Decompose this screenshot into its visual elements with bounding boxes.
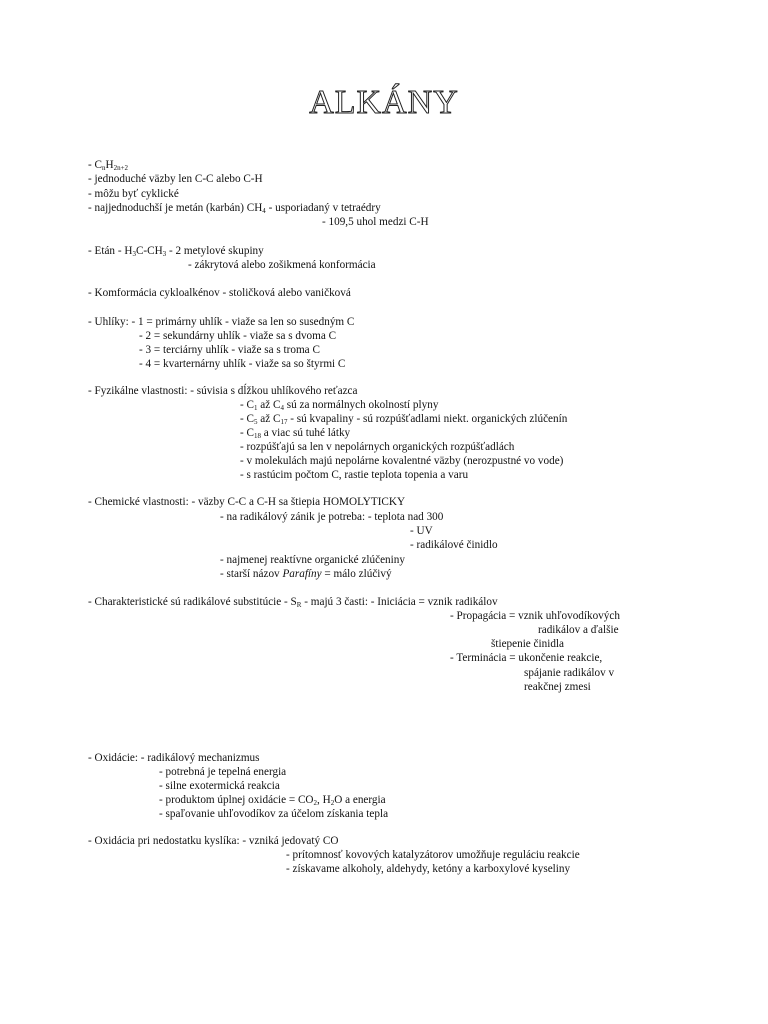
- subscript: n: [101, 164, 106, 172]
- subscript: 4: [262, 207, 266, 215]
- text-line: [220, 568, 392, 581]
- text: sú za normálnych okolností plyny: [283, 399, 439, 411]
- text-line: reakčnej zmesi: [524, 681, 591, 693]
- subscript: 1: [253, 404, 258, 412]
- text: až C: [257, 399, 281, 411]
- text-line: - Oxidácia pri nedostatku kyslíka: - vzniká jedovatý CO: [88, 835, 339, 847]
- subscript: 3: [162, 250, 167, 258]
- text-line: - 2 = sekundárny uhlík - viaže sa s dvoma C: [139, 330, 337, 342]
- text-line: - potrebná je tepelná energia: [159, 766, 287, 778]
- text: - 2 metylové skupiny: [166, 245, 264, 257]
- text-line: štiepenie činidla: [491, 638, 565, 650]
- text-line: [240, 413, 567, 426]
- text: - produktom úplnej oxidácie = CO: [159, 794, 314, 806]
- text-line: - Propagácia = vznik uhľovodíkových: [450, 610, 620, 622]
- text-line: [240, 399, 438, 412]
- text-line: [88, 202, 381, 215]
- text-line: - Fyzikálne vlastnosti: - súvisia s dĺžkou uhlíkového reťazca: [88, 385, 358, 397]
- text: - C: [240, 413, 254, 425]
- subscript: 17: [280, 418, 288, 426]
- text-line: [240, 427, 350, 440]
- text: - C: [240, 427, 254, 439]
- text-line: - radikálové činidlo: [410, 539, 498, 551]
- text: , H: [317, 794, 331, 806]
- text-line: - Terminácia = ukončenie reakcie,: [450, 652, 603, 664]
- text: - C: [88, 159, 102, 171]
- text: a viac sú tuhé látky: [260, 427, 351, 439]
- subscript: 2: [313, 799, 318, 807]
- text-line: - s rastúcim počtom C, rastie teplota topenia a varu: [240, 469, 469, 481]
- text: - Etán - H: [88, 245, 133, 257]
- text: - majú 3 časti: - Iniciácia = vznik radikálov: [301, 596, 498, 608]
- text-line: - Oxidácie: - radikálový mechanizmus: [88, 752, 260, 764]
- subscript: R: [296, 601, 302, 609]
- text: = málo zlúčivý: [321, 568, 392, 580]
- text: - najjednoduchší je metán (karbán) CH: [88, 202, 263, 214]
- text-line: - UV: [410, 525, 433, 537]
- text-line: - rozpúšťajú sa len v nepolárnych organických rozpúšťadlách: [240, 441, 515, 453]
- subscript: 4: [280, 404, 284, 412]
- text-line: spájanie radikálov v: [524, 667, 615, 679]
- page-title: ALKÁNY: [309, 84, 459, 121]
- text-line: - môžu byť cyklické: [88, 188, 179, 200]
- subscript: 18: [253, 432, 261, 440]
- text-line: - zákrytová alebo zošikmená konformácia: [188, 259, 376, 271]
- text: C-CH: [135, 245, 163, 257]
- subscript: 2n+2: [113, 164, 129, 172]
- text-line: - 4 = kvarternárny uhlík - viaže sa so štyrmi C: [139, 358, 346, 370]
- text: - sú kvapaliny - sú rozpúšťadlami niekt. organických zlúčenín: [287, 413, 568, 425]
- text: - usporiadaný v tetraédry: [265, 202, 381, 214]
- text-line: - v molekulách majú nepolárne kovalentné väzby (nerozpustné vo vode): [240, 455, 564, 467]
- text: až C: [257, 413, 281, 425]
- text-line: - Chemické vlastnosti: - väzby C-C a C-H sa štiepia HOMOLYTICKY: [88, 496, 406, 508]
- text: - starší názov: [220, 568, 283, 580]
- text-line: - 109,5 uhol medzi C-H: [322, 216, 429, 228]
- text-line: - spaľovanie uhľovodíkov za účelom získania tepla: [159, 808, 389, 820]
- text-line: - Komformácia cykloalkénov - stoličková alebo vaničková: [88, 287, 351, 299]
- text: H: [105, 159, 114, 171]
- text: - Charakteristické sú radikálové substitúcie - S: [88, 596, 297, 608]
- italic-text: Parafíny: [282, 568, 322, 580]
- subscript: 5: [253, 418, 258, 426]
- text-line: - na radikálový zánik je potreba: - teplota nad 300: [220, 511, 444, 523]
- text-line: [88, 596, 498, 609]
- text-line: - silne exotermická reakcia: [159, 780, 280, 792]
- text-line: [88, 245, 264, 258]
- subscript: 2: [330, 799, 335, 807]
- formula-line: [88, 159, 128, 172]
- text-line: radikálov a ďalšie: [538, 624, 619, 636]
- text-line: - získavame alkoholy, aldehydy, ketóny a karboxylové kyseliny: [286, 863, 571, 875]
- text: O a energia: [334, 794, 386, 806]
- text-line: - 3 = terciárny uhlík - viaže sa s troma C: [139, 344, 320, 356]
- text-line: - najmenej reaktívne organické zlúčeniny: [220, 554, 405, 566]
- text-line: - jednoduché väzby len C-C alebo C-H: [88, 173, 263, 185]
- text: - C: [240, 399, 254, 411]
- text-line: [159, 794, 386, 807]
- text-line: - Uhlíky: - 1 = primárny uhlík - viaže sa len so susedným C: [88, 316, 355, 328]
- subscript: 3: [132, 250, 136, 258]
- text-line: - prítomnosť kovových katalyzátorov umožňuje reguláciu reakcie: [286, 849, 580, 861]
